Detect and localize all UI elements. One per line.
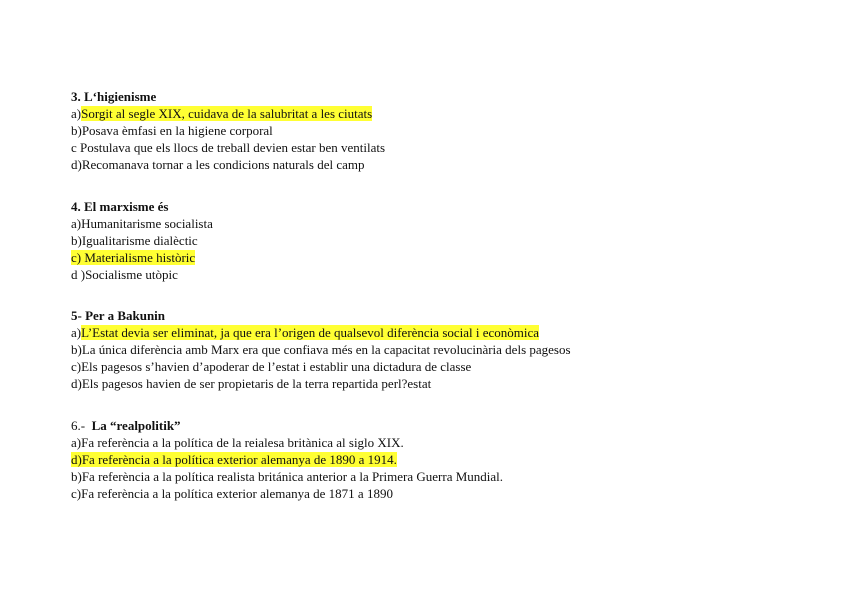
- option-d: [71, 451, 791, 468]
- question-title: 5- Per a Bakunin: [71, 308, 166, 323]
- option-c: c)Fa referència a la política exterior alemanya de 1871 a 1890: [71, 486, 393, 501]
- option-prefix: a): [71, 325, 82, 340]
- option-b: b)Igualitarisme dialèctic: [71, 233, 198, 248]
- option-prefix: a): [71, 106, 82, 121]
- question-4: [71, 198, 791, 283]
- highlighted-answer: Sorgit al segle XIX, cuidava de la salubritat a les ciutats: [81, 106, 373, 121]
- option-a: [71, 105, 791, 122]
- highlighted-answer: c) Materialisme històric: [71, 250, 196, 265]
- question-title: [71, 417, 791, 434]
- highlighted-answer: L’Estat devia ser eliminat, ja que era l’origen de qualsevol diferència social i econòmica: [81, 325, 540, 340]
- question-3: [71, 88, 791, 173]
- option-a: a)Fa referència a la política de la reialesa britànica al siglo XIX.: [71, 435, 404, 450]
- option-d: d)Els pagesos havien de ser propietaris de la terra repartida perl?estat: [71, 376, 432, 391]
- option-c: c Postulava que els llocs de treball devien estar ben ventilats: [71, 140, 386, 155]
- highlighted-answer: d)Fa referència a la política exterior alemanya de 1890 a 1914.: [71, 452, 397, 467]
- option-b: b)La única diferència amb Marx era que confiava més en la capacitat revolucinària dels pagesos: [71, 342, 571, 357]
- option-d: d )Socialisme utòpic: [71, 267, 178, 282]
- question-heading: La “realpolitik”: [91, 418, 181, 433]
- option-d: d)Recomanava tornar a les condicions naturals del camp: [71, 157, 365, 172]
- option-b: b)Posava èmfasi en la higiene corporal: [71, 123, 273, 138]
- question-6: [71, 417, 791, 502]
- question-title: 3. L‘higienisme: [71, 89, 157, 104]
- option-b: b)Fa referència a la política realista británica anterior a la Primera Guerra Mundial.: [71, 469, 504, 484]
- option-a: [71, 324, 791, 341]
- question-number: 6.-: [71, 418, 86, 433]
- question-title: 4. El marxisme és: [71, 199, 169, 214]
- option-a: a)Humanitarisme socialista: [71, 216, 213, 231]
- question-5: [71, 307, 791, 392]
- option-c: [71, 249, 791, 266]
- option-c: c)Els pagesos s’havien d’apoderar de l’estat i establir una dictadura de classe: [71, 359, 472, 374]
